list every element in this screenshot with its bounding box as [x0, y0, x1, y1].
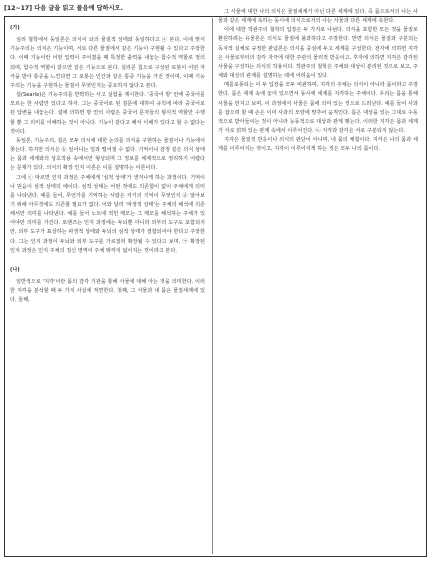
paragraph-ga-1: 심리 철학에서 동일론은 의식이 뇌의 물질적 상태와 동일하다고 ⓐ 본다. 이에 맞서 기능주의는 의식은 기능이며, 서로 다른 물질에서 같은 기능이 구현될 수 있다고 주장한다. 이때 기능이란 어떤 입력이 주어졌을 때 특정한 출력을 내놓는 함수적 역할로 정의되며, 함수적 역할이 같으면 같은 기능으로 본다. 실리콘 칩으로 구성된 로봇이 어떤 자극을 받아 통증을 느낀다면 그 로봇은 인간과 같은 통증 기능을 가진 것이며, 이때 기능주의는 기능을 구현하는 물질이 무엇인지는 중요하지 않다고 본다.	[10, 37, 205, 89]
paragraph-ga-3: 동일론, 기능주의, 설은 모두 의식에 대한 논의를 의식을 구현하는 물질이나 기능에서 찾는다. 하지만 의식은 ⓑ 일어나는 일과 떨어질 수 없다. 기억이나 감정 같은 의식 상태는 몸과 세계와의 상호작용 속에서만 형성되며 그 정보를 체계적으로 정리하기 어렵다는 문제가 있다. 의식의 확장 인지 이론은 이를 설명하는 이론이다.	[10, 137, 205, 172]
paragraph-na-4: 메를로퐁티는 이 두 입장을 모두 비판하며, 지각의 주체는 의식이 아니라 몸이라고 주장한다. 몸은 세계 속에 놓여 있으면서 동시에 세계를 지각하는 주체이다. 우리는 몸을 통해 사물을 만지고 보며, 이 과정에서 사물은 몸에 의미 있는 것으로 드러난다. 예를 들어 사과를 잡으려 할 때 손은 이미 사과의 모양에 맞추어 움직인다. 몸은 대상을 있는 그대로 수동적으로 받아들이는 것이 아니라 능동적으로 대상과 관계 맺는다. 이러한 지각은 몸과 세계가 서로 얽혀 있는 관계 속에서 이루어진다. ㉡ 지각과 감각은 서로 구분되지 않는다.	[218, 82, 418, 135]
paragraph-na-5: 지각은 물질적 반응이나 의식의 판단이 아니며, 내 몸의 체험이다. 지각은 나의 몸과 세계를 이루어지는 것이고, 지각이 이루어지게 하는 것은 모두 나의 몸이다.	[218, 137, 418, 153]
left-column	[10, 20, 205, 306]
paragraph-na-1: 일반적으로 '지각'이란 몸의 감각 기관을 통해 사물에 대해 아는 것을 의미한다. 이러한 지각을 분석할 때 두 가지 사실에 직면한다. 첫째, 그 사물과 내 몸은 물질세계에 있다. 둘째,	[10, 279, 205, 304]
question-header: [12~17] 다음 글을 읽고 물음에 답하시오.	[4, 5, 123, 12]
right-column	[218, 8, 418, 155]
section-label-ga: (가)	[10, 25, 20, 31]
paragraph-na-2: 그 사물에 대한 나의 의식은 물질세계가 아닌 다른 세계에 있다. 즉 몸으로서의 나는 사물과 같은 세계에 속하는 동시에 의식으로서의 나는 사물과 다른 세계에 속한다.	[218, 9, 418, 25]
section-label-na: (나)	[10, 266, 20, 273]
paragraph-ga-4: 그에 ⓒ 따르면 인지 과정은 주체에게 '심적 상태'가 생겨나게 하는 과정이다. 기억이나 믿음이 심적 상태의 예이다. 심적 상태는 어떤 것에도 의존함이 없이 주체에게 의미를 나타낸다. 예를 들어, 무언가를 기억하는 사람은 자기의 기억이 무엇인지 ⓓ 알아보기 위해 아무것에도 의존할 필요가 없다. 이와 달리 '파생적 상태'는 주체의 해석에 의존해서만 의미를 나타낸다. 예를 들어 노트에 적힌 메모는 그 메모를 해석하는 주체가 있어야만 의미를 가진다. 로랜즈는 인지 과정에는 두뇌뿐 아니라 외부의 도구도 포함되지만, 외부 도구가 표상하는 파생적 상태와 두뇌의 심적 상태가 결합되어야 한다고 주장한다. 그는 인지 과정이 두뇌와 외부 도구를 가로질러 확장될 수 있다고 보며, ㉠ 확장된 인지 과정은 인지 주체의 정신 영역이 주체 밖까지 넓어지는 것이라고 본다.	[10, 174, 205, 254]
paragraph-na-3: 이에 대한 객관주의 철학의 입장은 두 가지로 나뉜다. 의식을 포함한 모든 것을 물질로 환원하려는 유물론은 의식도 물질에 불과하다고 주장한다. 반면 의식은 물질과 구분되는 독자적 실체로 규정한 관념론은 의식을 중심에 두고 세계를 구성한다. 전자에 의하면 지각은 사물로부터의 감각 자극에 대한 주관의 물리적 반응이고, 후자에 의하면 지각은 감각된 사물을 구성하는 의식의 작용이다. 객관주의 철학은 주체와 대상이 분리된 것으로 보고, 주체와 대상의 관계를 설명하는 데에 어려움이 있다.	[218, 27, 419, 80]
column-divider	[212, 18, 213, 554]
paragraph-ga-2: 설(Searle)은 기능주의를 반박하는 사고 실험을 제시한다. '중국어 방' 안에 중국어를 모르는 한 사람만 있다고 하자. 그는 중국어로 된 질문에 대하여 규칙에 따라 중국어로 된 답변을 내놓는다. 설에 의하면 방 안의 사람은 중국어 문자들의 형식적 역할만 수행할 뿐 그 의미를 이해하는 것이 아니다. 기능이 같다고 해서 이해가 있다고 할 수 없다는 것이다.	[10, 92, 205, 135]
